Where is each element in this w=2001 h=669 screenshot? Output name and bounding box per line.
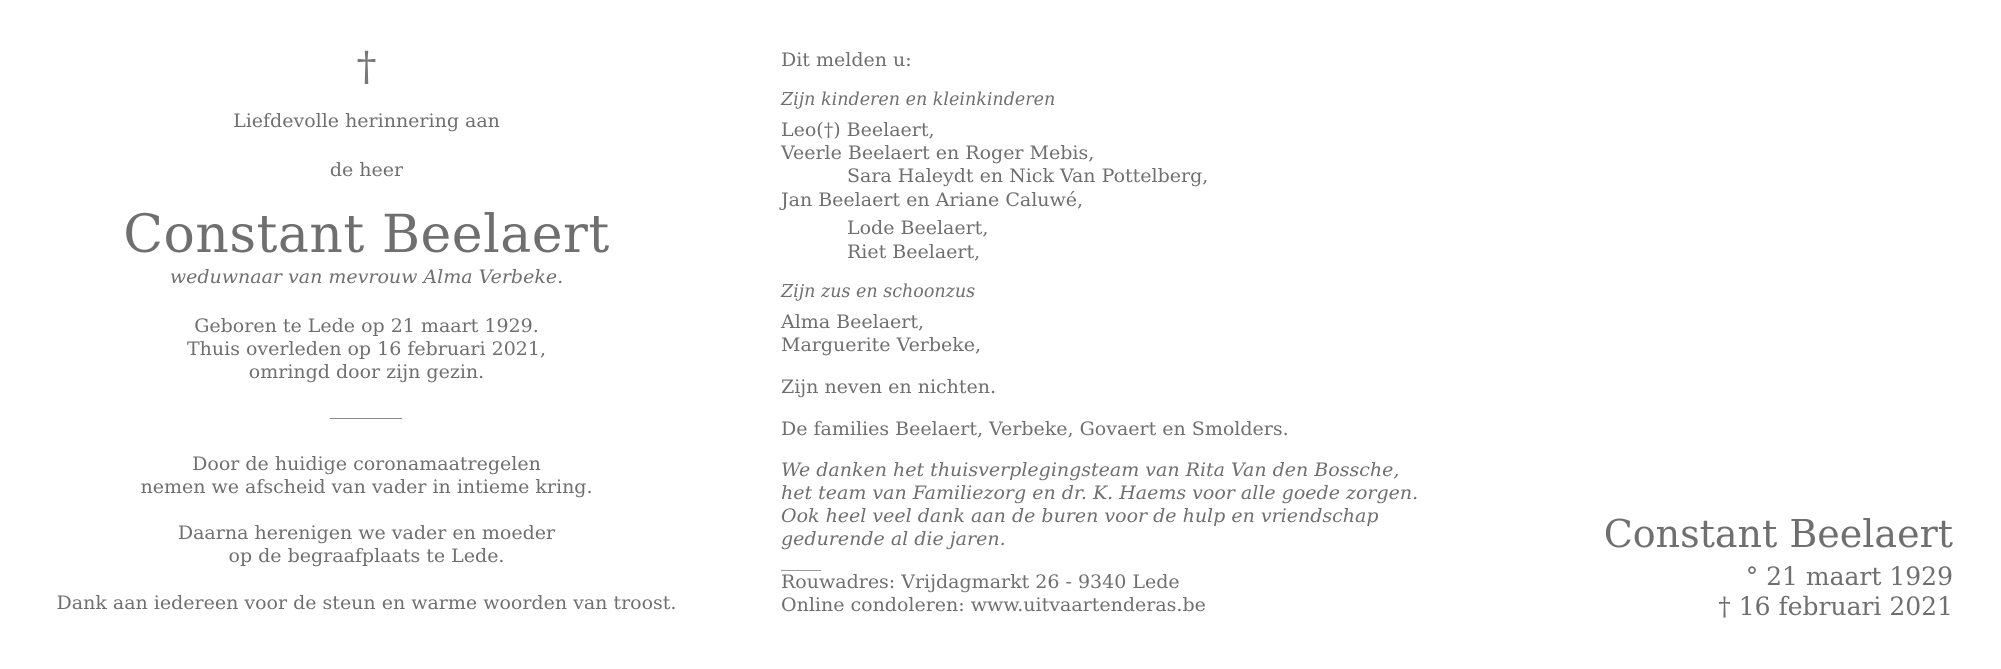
children-heading: Zijn kinderen en kleinkinderen <box>781 90 1056 110</box>
gratitude-line: Ook heel veel dank aan de buren voor de hulp en vriendschap <box>781 505 1379 527</box>
reunite-text-1: Daarna herenigen we vader en moeder <box>177 522 556 544</box>
child-line: Veerle Beelaert en Roger Mebis, <box>781 142 1095 164</box>
sister-line: Marguerite Verbeke, <box>781 334 982 356</box>
gratitude-line: gedurende al die jaren. <box>781 528 1006 550</box>
address-text: Rouwadres: Vrijdagmarkt 26 - 9340 Lede <box>781 571 1180 593</box>
cousins-text: Zijn neven en nichten. <box>781 376 997 398</box>
born-text: Geboren te Lede op 21 maart 1929. <box>194 315 539 337</box>
online-condolence-text: Online condoleren: www.uitvaartenderas.be <box>781 594 1206 616</box>
divider <box>330 418 402 419</box>
cross-icon: † <box>356 44 377 90</box>
child-line: Jan Beelaert en Ariane Caluwé, <box>781 189 1084 211</box>
widower-text: weduwnaar van mevrouw Alma Verbeke. <box>169 266 564 288</box>
child-line: Leo(†) Beelaert, <box>781 119 935 141</box>
gratitude-line: het team van Familiezorg en dr. K. Haems voor alle goede zorgen. <box>781 482 1419 504</box>
died-text: Thuis overleden op 16 februari 2021, <box>186 338 547 360</box>
surrounded-text: omringd door zijn gezin. <box>248 361 485 383</box>
sister-line: Alma Beelaert, <box>781 311 925 333</box>
title-text: de heer <box>329 159 404 181</box>
thanks-text: Dank aan iedereen voor de steun en warme woorden van troost. <box>56 592 677 614</box>
grandchild-line: Sara Haleydt en Nick Van Pottelberg, <box>847 165 1209 187</box>
memory-text: Liefdevolle herinnering aan <box>233 110 500 132</box>
deceased-name: Constant Beelaert <box>123 205 610 265</box>
families-text: De families Beelaert, Verbeke, Govaert en Smolders. <box>781 418 1289 440</box>
right-panel <box>1533 0 1953 669</box>
right-name: Constant Beelaert <box>1603 512 1953 556</box>
left-panel <box>40 0 693 669</box>
right-died-date: † 16 februari 2021 <box>1718 592 1953 621</box>
reunite-text-2: op de begraafplaats te Lede. <box>228 545 505 567</box>
middle-panel <box>781 0 1481 669</box>
corona-text-1: Door de huidige coronamaatregelen <box>192 453 541 475</box>
grandchild-line: Riet Beelaert, <box>847 241 981 263</box>
grandchild-line: Lode Beelaert, <box>847 217 989 239</box>
intro-text: Dit melden u: <box>781 49 912 71</box>
gratitude-line: We danken het thuisverplegingsteam van Rita Van den Bossche, <box>781 459 1400 481</box>
corona-text-2: nemen we afscheid van vader in intieme kring. <box>140 476 593 498</box>
sister-heading: Zijn zus en schoonzus <box>781 282 976 302</box>
right-born-date: ° 21 maart 1929 <box>1745 562 1953 591</box>
